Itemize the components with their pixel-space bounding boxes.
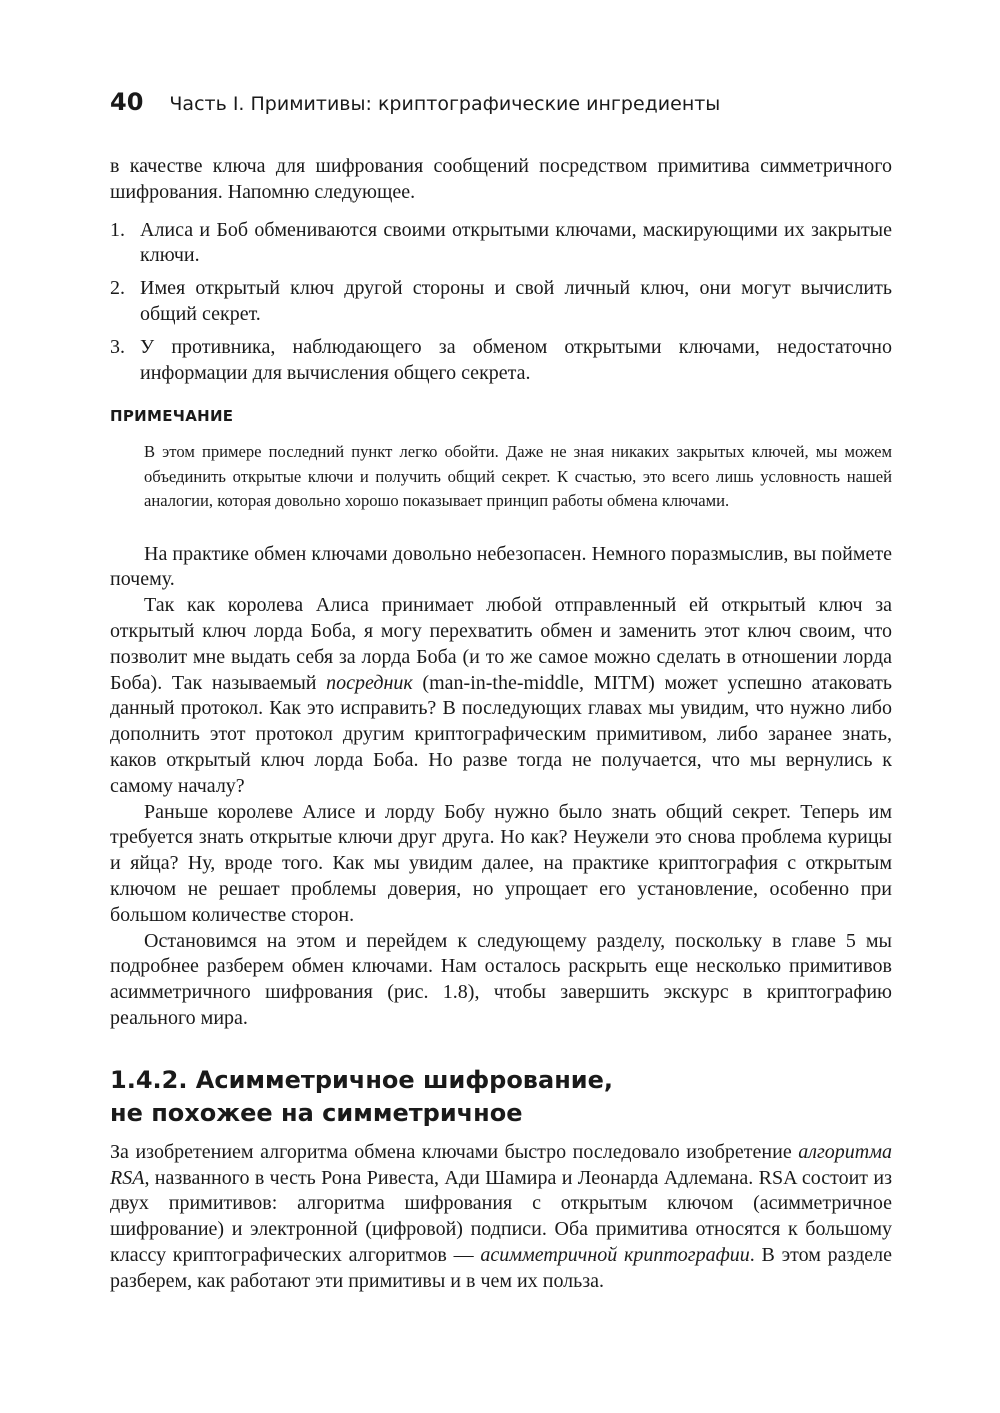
paragraph-trust: Раньше королеве Алисе и лорду Бобу нужно было знать общий секрет. Теперь им требуется знать открытые ключи друг друга. Но как? Неужели это снова проблема курицы и яйца? Ну, вроде того. Как мы увидим далее, на практике криптография с открытым ключом не решает проблемы доверия, но упрощает его установление, особенно при большом количестве сторон. [110, 800, 892, 926]
section-paragraph-part3: . В этом разделе разберем, как работают эти примитивы и в чем их польза. [110, 1244, 892, 1292]
paragraph-next-section: Остановимся на этом и перейдем к следующему разделу, поскольку в главе 5 мы подробнее разберем обмен ключами. Нам осталось раскрыть еще несколько примитивов асимметричного шифрования (рис. 1.8), чтобы завершить экскурс в криптографию реального мира. [110, 929, 892, 1030]
paragraph-mitm [110, 593, 892, 799]
section-paragraph-part2: , названного в честь Рона Ривеста, Ади Шамира и Леонарда Адлемана. RSA состоит из двух примитивов: алгоритма шифрования с открытым ключом (асимметричное шифрование) и электронной (цифровой) подписи. Оба примитива относятся к большому классу криптографических алгоритмов — [110, 1166, 892, 1266]
list-item-number: 1. [110, 218, 125, 241]
section-heading [110, 1064, 892, 1130]
list-item-text: Алиса и Боб обмениваются своими открытыми ключами, маскирующими их закрытые ключи. [140, 218, 892, 267]
note-text: В этом примере последний пункт легко обойти. Даже не зная никаких закрытых ключей, мы можем объединить открытые ключи и получить общий секрет. К счастью, это всего лишь условность нашей аналогии, которая довольно хорошо показывает принцип работы обмена ключами. [144, 442, 892, 511]
section-heading-line2: не похожее на симметричное [110, 1098, 523, 1127]
term-intermediary: посредник [326, 671, 413, 694]
section-paragraph [110, 1140, 892, 1295]
numbered-list [110, 218, 892, 387]
list-item-text: Имея открытый ключ другой стороны и свой личный ключ, они могут вычислить общий секрет. [140, 277, 892, 325]
list-item-number: 3. [110, 335, 125, 358]
section-heading-line1: 1.4.2. Асимметричное шифрование, [110, 1065, 613, 1094]
paragraph-mitm-part1: Так как королева Алиса принимает любой отправленный ей открытый ключ за открытый ключ лорда Боба, я могу перехватить обмен и заменить этот ключ своим, что позволит мне выдать себя за лорда Боба (и то же самое можно сделать в отношении лорда Боба). Так называемый [110, 594, 892, 694]
intro-paragraph: в качестве ключа для шифрования сообщений посредством примитива симметричного шифрования. Напомню следующее. [110, 155, 892, 203]
term-asymmetric-crypto: асимметричной криптографии [480, 1244, 750, 1266]
note-title: ПРИМЕЧАНИЕ [110, 407, 234, 426]
list-item [110, 335, 892, 387]
section-paragraph-part1: За изобретением алгоритма обмена ключами быстро последовало изобретение [110, 1140, 799, 1163]
page-body [110, 154, 892, 1295]
main-text [110, 542, 892, 1032]
paragraph-mitm-part2: (man-in-the-middle, MITM) может успешно атаковать данный протокол. Как это исправить? В последующих главах мы увидим, что нужно либо дополнить этот протокол другим криптографическим примитивом, либо заранее знать, каков открытый ключ лорда Боба. Но разве тогда не получается, что мы вернулись к самому началу? [110, 671, 892, 797]
term-rsa: алгоритма RSA [110, 1140, 892, 1189]
running-title: Часть I. Примитивы: криптографические ингредиенты [169, 93, 721, 115]
list-item [110, 276, 892, 328]
note-box [110, 404, 892, 513]
list-item-number: 2. [110, 277, 125, 300]
page-number: 40 [110, 88, 144, 116]
list-item-text: У противника, наблюдающего за обменом открытыми ключами, недостаточно информации для вычисления общего секрета. [140, 335, 892, 384]
page-header [110, 88, 892, 122]
paragraph-insecurity: На практике обмен ключами довольно небезопасен. Немного поразмыслив, вы поймете почему. [110, 542, 892, 591]
list-item [110, 218, 892, 270]
